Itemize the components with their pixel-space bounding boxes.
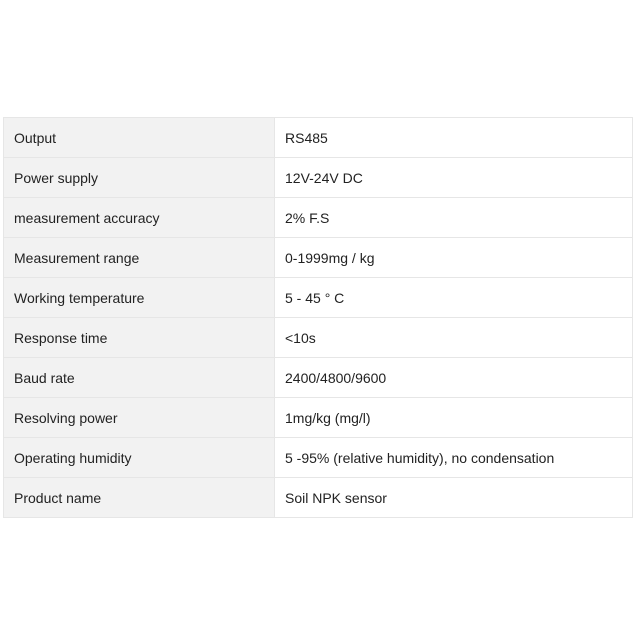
spec-row-baud-rate: [4, 358, 633, 398]
spec-row-power-supply: [4, 158, 633, 198]
spec-value-resolving-power: 1mg/kg (mg/l): [275, 398, 633, 438]
spec-value-product-name: Soil NPK sensor: [275, 478, 633, 518]
spec-row-response-time: [4, 318, 633, 358]
spec-row-operating-humidity: [4, 438, 633, 478]
spec-row-output: [4, 118, 633, 158]
spec-label-resolving-power: Resolving power: [4, 398, 275, 438]
spec-value-output: RS485: [275, 118, 633, 158]
spec-label-measurement-accuracy: measurement accuracy: [4, 198, 275, 238]
spec-value-working-temperature: 5 - 45 ° C: [275, 278, 633, 318]
spec-row-measurement-accuracy: [4, 198, 633, 238]
spec-row-resolving-power: [4, 398, 633, 438]
spec-row-working-temperature: [4, 278, 633, 318]
spec-label-measurement-range: Measurement range: [4, 238, 275, 278]
spec-table-body: [4, 118, 633, 518]
spec-value-response-time: <10s: [275, 318, 633, 358]
spec-row-product-name: [4, 478, 633, 518]
spec-value-measurement-range: 0-1999mg / kg: [275, 238, 633, 278]
spec-row-measurement-range: [4, 238, 633, 278]
spec-value-measurement-accuracy: 2% F.S: [275, 198, 633, 238]
spec-value-baud-rate: 2400/4800/9600: [275, 358, 633, 398]
spec-label-output: Output: [4, 118, 275, 158]
spec-table: [3, 117, 633, 518]
spec-label-operating-humidity: Operating humidity: [4, 438, 275, 478]
spec-label-power-supply: Power supply: [4, 158, 275, 198]
spec-label-working-temperature: Working temperature: [4, 278, 275, 318]
spec-label-baud-rate: Baud rate: [4, 358, 275, 398]
spec-value-power-supply: 12V-24V DC: [275, 158, 633, 198]
spec-value-operating-humidity: 5 -95% (relative humidity), no condensation: [275, 438, 633, 478]
spec-label-product-name: Product name: [4, 478, 275, 518]
spec-label-response-time: Response time: [4, 318, 275, 358]
